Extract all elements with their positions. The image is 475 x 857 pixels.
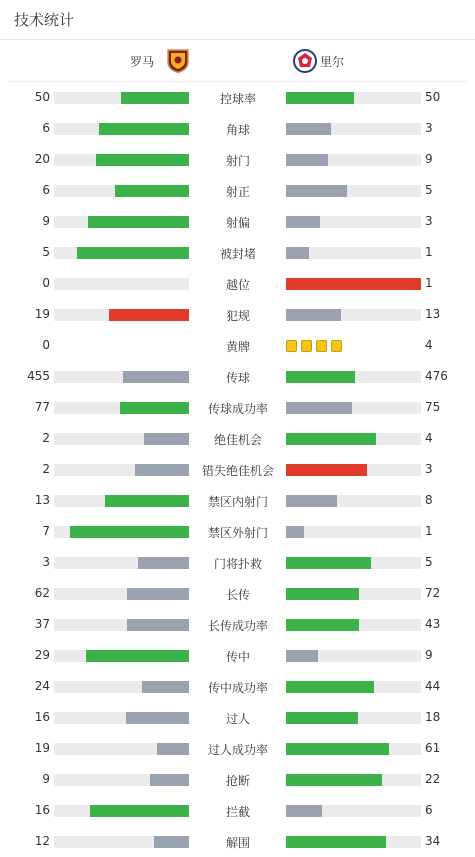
home-value: 77 <box>34 400 50 414</box>
stat-row <box>0 578 475 609</box>
stat-label: 解围 <box>225 836 250 850</box>
stats-list <box>0 82 475 857</box>
stat-label: 禁区外射门 <box>207 526 268 540</box>
away-value: 13 <box>425 307 441 321</box>
stat-row <box>0 764 475 795</box>
home-value: 19 <box>34 307 50 321</box>
away-value: 18 <box>425 710 441 724</box>
home-bar-track <box>54 371 189 383</box>
away-bar-track <box>286 371 421 383</box>
home-value: 9 <box>42 772 50 786</box>
stat-row <box>0 392 475 423</box>
home-bar-fill <box>127 588 189 600</box>
away-bar-track <box>286 712 421 724</box>
home-bar-track <box>54 464 189 476</box>
home-bar-fill <box>138 557 189 569</box>
away-bar-fill <box>286 247 309 259</box>
yellow-card-icon <box>331 340 342 352</box>
home-bar-fill <box>86 650 189 662</box>
home-bar-track <box>54 619 189 631</box>
home-bar-track <box>54 402 189 414</box>
home-bar-track <box>54 774 189 786</box>
away-value: 75 <box>425 400 441 414</box>
home-bar-fill <box>70 526 189 538</box>
away-value: 1 <box>425 276 433 290</box>
stat-label: 传中 <box>225 650 250 664</box>
away-value: 476 <box>425 369 448 383</box>
away-value: 61 <box>425 741 441 755</box>
home-bar-fill <box>144 433 189 445</box>
stat-label: 射偏 <box>225 216 250 230</box>
stat-label: 过人 <box>225 712 250 726</box>
away-bar-track <box>286 650 421 662</box>
home-bar-fill <box>126 712 189 724</box>
away-value: 4 <box>425 431 433 445</box>
home-value: 16 <box>34 803 50 817</box>
away-bar-fill <box>286 743 389 755</box>
away-bar-fill <box>286 712 358 724</box>
page-title: 技术统计 <box>14 11 75 29</box>
home-bar-track <box>54 526 189 538</box>
stat-label: 过人成功率 <box>207 743 268 757</box>
home-bar-track <box>54 681 189 693</box>
away-bar-fill <box>286 433 376 445</box>
stat-row <box>0 547 475 578</box>
home-bar-fill <box>120 402 189 414</box>
stat-row <box>0 113 475 144</box>
stat-row <box>0 299 475 330</box>
lille-crest-icon[interactable] <box>293 49 317 77</box>
home-bar-track <box>54 836 189 848</box>
yellow-card-icon <box>316 340 327 352</box>
home-bar-fill <box>115 185 189 197</box>
away-bar-track <box>286 557 421 569</box>
away-bar-fill <box>286 805 322 817</box>
home-bar-fill <box>121 92 189 104</box>
away-value: 8 <box>425 493 433 507</box>
away-bar-fill <box>286 371 355 383</box>
away-bar-fill <box>286 774 382 786</box>
home-bar-track <box>54 433 189 445</box>
away-bar-fill <box>286 836 386 848</box>
away-bar-track <box>286 402 421 414</box>
stat-label: 长传成功率 <box>207 619 268 633</box>
home-bar-fill <box>77 247 189 259</box>
home-bar-track <box>54 247 189 259</box>
home-bar-fill <box>123 371 189 383</box>
stat-row <box>0 671 475 702</box>
away-bar-fill <box>286 681 374 693</box>
stat-row <box>0 268 475 299</box>
stat-label: 被封堵 <box>219 247 256 261</box>
home-value: 3 <box>42 555 50 569</box>
home-bar-fill <box>135 464 189 476</box>
away-bar-track <box>286 495 421 507</box>
home-bar-fill <box>142 681 189 693</box>
away-bar-fill <box>286 402 352 414</box>
stat-label: 犯规 <box>225 309 250 323</box>
stat-row <box>0 640 475 671</box>
away-value: 6 <box>425 803 433 817</box>
away-bar-track <box>286 185 421 197</box>
away-bar-track <box>286 247 421 259</box>
stat-label: 绝佳机会 <box>213 433 262 447</box>
stat-row <box>0 516 475 547</box>
home-value: 2 <box>42 462 50 476</box>
away-value: 44 <box>425 679 441 693</box>
home-value: 37 <box>34 617 50 631</box>
away-bar-fill <box>286 650 318 662</box>
stat-label: 黄牌 <box>225 340 250 354</box>
home-value: 9 <box>42 214 50 228</box>
stat-label: 门将扑救 <box>213 557 262 571</box>
stat-label: 角球 <box>225 123 250 137</box>
away-bar-fill <box>286 309 341 321</box>
away-bar-track <box>286 526 421 538</box>
away-bar-fill <box>286 495 337 507</box>
home-bar-fill <box>88 216 189 228</box>
teams-header <box>8 40 467 82</box>
stat-row <box>0 82 475 113</box>
away-bar-track <box>286 309 421 321</box>
stat-label: 禁区内射门 <box>207 495 268 509</box>
away-value: 50 <box>425 90 441 104</box>
stat-label: 抢断 <box>225 774 250 788</box>
yellow-card-icon <box>301 340 312 352</box>
away-bar-fill <box>286 216 320 228</box>
home-bar-fill <box>99 123 189 135</box>
away-bar-fill <box>286 92 354 104</box>
yellow-card-icon <box>286 340 297 352</box>
away-bar-fill <box>286 557 371 569</box>
home-bar-track <box>54 557 189 569</box>
stat-label: 传球成功率 <box>207 402 268 416</box>
away-value: 72 <box>425 586 441 600</box>
home-value: 2 <box>42 431 50 445</box>
away-bar-track <box>286 681 421 693</box>
away-bar-fill <box>286 588 359 600</box>
home-value: 12 <box>34 834 50 848</box>
home-bar-track <box>54 712 189 724</box>
home-value: 5 <box>42 245 50 259</box>
stat-row <box>0 330 475 361</box>
away-bar-fill <box>286 154 328 166</box>
home-value: 0 <box>42 276 50 290</box>
page-header <box>0 0 475 40</box>
stat-label: 传中成功率 <box>207 681 268 695</box>
home-value: 24 <box>34 679 50 693</box>
stat-row <box>0 702 475 733</box>
away-value: 4 <box>425 338 433 352</box>
away-bar-fill <box>286 464 367 476</box>
stat-row <box>0 144 475 175</box>
away-bar-track <box>286 774 421 786</box>
home-value: 62 <box>34 586 50 600</box>
away-bar-fill <box>286 526 304 538</box>
stat-label: 拦截 <box>225 805 250 819</box>
home-bar-fill <box>90 805 189 817</box>
away-value: 1 <box>425 245 433 259</box>
home-bar-track <box>54 805 189 817</box>
home-value: 29 <box>34 648 50 662</box>
away-bar-fill <box>286 123 331 135</box>
home-bar-track <box>54 92 189 104</box>
away-value: 43 <box>425 617 441 631</box>
home-bar-fill <box>127 619 189 631</box>
stat-label: 传球 <box>225 371 250 385</box>
stat-row <box>0 733 475 764</box>
home-bar-track <box>54 743 189 755</box>
stat-row <box>0 454 475 485</box>
away-bar-track <box>286 92 421 104</box>
home-bar-fill <box>157 743 189 755</box>
away-value: 3 <box>425 462 433 476</box>
away-bar-track <box>286 743 421 755</box>
home-bar-fill <box>150 774 189 786</box>
stat-row <box>0 485 475 516</box>
stat-row <box>0 423 475 454</box>
away-value: 3 <box>425 214 433 228</box>
home-value: 6 <box>42 121 50 135</box>
home-bar-track <box>54 154 189 166</box>
away-value: 1 <box>425 524 433 538</box>
home-bar-fill <box>105 495 189 507</box>
stat-label: 越位 <box>225 278 250 292</box>
roma-crest-icon[interactable] <box>167 49 189 77</box>
home-bar-fill <box>96 154 189 166</box>
away-bar-track <box>286 619 421 631</box>
away-bar-fill <box>286 185 347 197</box>
away-bar-track <box>286 805 421 817</box>
home-value: 19 <box>34 741 50 755</box>
home-value: 50 <box>34 90 50 104</box>
away-team-name[interactable]: 里尔 <box>320 55 345 69</box>
home-team-name[interactable]: 罗马 <box>129 55 154 69</box>
away-value: 9 <box>425 648 433 662</box>
home-bar-track <box>54 588 189 600</box>
stat-label: 长传 <box>225 588 250 602</box>
stat-label: 射门 <box>225 154 250 168</box>
away-bar-track <box>286 154 421 166</box>
away-bar-track <box>286 464 421 476</box>
away-bar-track <box>286 278 421 290</box>
away-bar-track <box>286 123 421 135</box>
home-bar-fill <box>154 836 189 848</box>
home-value: 20 <box>34 152 50 166</box>
away-value: 5 <box>425 183 433 197</box>
away-value: 5 <box>425 555 433 569</box>
away-bar-track <box>286 216 421 228</box>
home-bar-track <box>54 185 189 197</box>
away-value: 9 <box>425 152 433 166</box>
home-value: 6 <box>42 183 50 197</box>
stat-row <box>0 206 475 237</box>
away-bar-track <box>286 588 421 600</box>
home-bar-track <box>54 216 189 228</box>
home-value: 7 <box>42 524 50 538</box>
stat-row <box>0 609 475 640</box>
away-value: 3 <box>425 121 433 135</box>
home-bar-track <box>54 495 189 507</box>
away-bar-fill <box>286 278 421 290</box>
away-value: 22 <box>425 772 441 786</box>
home-bar-track <box>54 309 189 321</box>
stat-row <box>0 826 475 857</box>
away-yellow-cards <box>286 340 342 352</box>
stat-row <box>0 361 475 392</box>
stat-row <box>0 237 475 268</box>
home-bar-track <box>54 650 189 662</box>
stat-row <box>0 795 475 826</box>
stat-label: 控球率 <box>219 92 256 106</box>
home-value: 0 <box>42 338 50 352</box>
home-bar-fill <box>109 309 189 321</box>
stat-label: 错失绝佳机会 <box>201 464 274 478</box>
away-bar-fill <box>286 619 359 631</box>
home-value: 455 <box>27 369 50 383</box>
home-value: 13 <box>34 493 50 507</box>
home-value: 16 <box>34 710 50 724</box>
stat-label: 射正 <box>225 185 250 199</box>
away-bar-track <box>286 836 421 848</box>
away-value: 34 <box>425 834 441 848</box>
home-bar-track <box>54 278 189 290</box>
stat-row <box>0 175 475 206</box>
away-bar-track <box>286 433 421 445</box>
home-bar-track <box>54 123 189 135</box>
